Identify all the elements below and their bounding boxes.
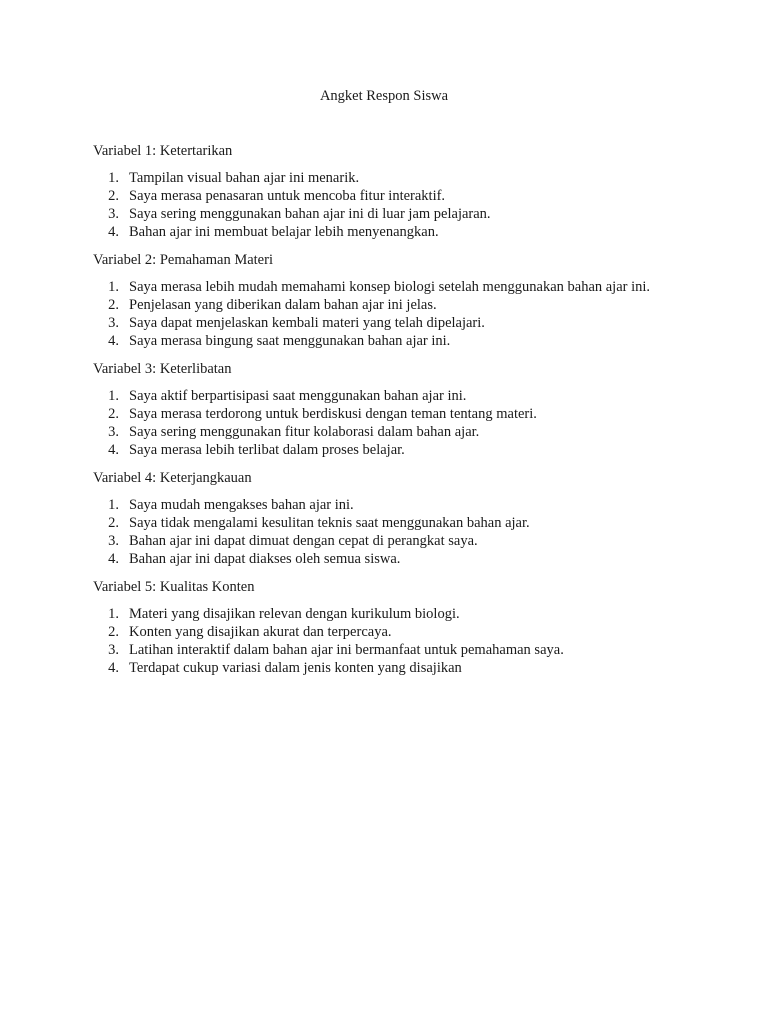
list-item-text: Saya merasa bingung saat menggunakan bahan ajar ini. bbox=[129, 333, 451, 349]
list-item-number: 1. bbox=[108, 388, 119, 404]
section-heading: Variabel 2: Pemahaman Materi bbox=[93, 252, 273, 268]
list-item-text: Bahan ajar ini dapat dimuat dengan cepat di perangkat saya. bbox=[129, 533, 478, 549]
numbered-list bbox=[93, 169, 683, 241]
list-item-text: Konten yang disajikan akurat dan terpercaya. bbox=[129, 624, 392, 640]
list-item-text: Terdapat cukup variasi dalam jenis konten yang disajikan bbox=[129, 660, 462, 676]
section-heading: Variabel 1: Ketertarikan bbox=[93, 143, 233, 159]
list-item bbox=[93, 223, 683, 241]
list-item bbox=[93, 496, 683, 514]
list-item bbox=[93, 278, 683, 296]
list-item-number: 2. bbox=[108, 406, 119, 422]
list-item-number: 1. bbox=[108, 606, 119, 622]
list-item bbox=[93, 641, 683, 659]
section-heading: Variabel 3: Keterlibatan bbox=[93, 361, 232, 377]
list-item-text: Saya aktif berpartisipasi saat menggunakan bahan ajar ini. bbox=[129, 388, 467, 404]
list-item-number: 3. bbox=[108, 533, 119, 549]
list-item-text: Saya dapat menjelaskan kembali materi yang telah dipelajari. bbox=[129, 315, 485, 331]
list-item-number: 4. bbox=[108, 660, 119, 676]
list-item-number: 3. bbox=[108, 642, 119, 658]
numbered-list bbox=[93, 605, 683, 677]
list-item bbox=[93, 532, 683, 550]
list-item-number: 2. bbox=[108, 188, 119, 204]
list-item-text: Saya sering menggunakan fitur kolaborasi dalam bahan ajar. bbox=[129, 424, 480, 440]
list-item bbox=[93, 623, 683, 641]
section-heading: Variabel 5: Kualitas Konten bbox=[93, 579, 255, 595]
list-item bbox=[93, 550, 683, 568]
list-item-number: 1. bbox=[108, 279, 119, 295]
list-item-text: Saya mudah mengakses bahan ajar ini. bbox=[129, 497, 354, 513]
list-item-text: Saya merasa lebih terlibat dalam proses belajar. bbox=[129, 442, 405, 458]
list-item-text: Tampilan visual bahan ajar ini menarik. bbox=[129, 170, 360, 186]
list-item-text: Saya merasa terdorong untuk berdiskusi dengan teman tentang materi. bbox=[129, 406, 537, 422]
list-item-number: 2. bbox=[108, 515, 119, 531]
list-item bbox=[93, 441, 683, 459]
list-item bbox=[93, 605, 683, 623]
list-item-text: Penjelasan yang diberikan dalam bahan ajar ini jelas. bbox=[129, 297, 437, 313]
document-title: Angket Respon Siswa bbox=[319, 88, 449, 104]
list-item-text: Latihan interaktif dalam bahan ajar ini bermanfaat untuk pemahaman saya. bbox=[129, 642, 564, 658]
list-item bbox=[93, 296, 683, 314]
list-item-text: Saya sering menggunakan bahan ajar ini di luar jam pelajaran. bbox=[129, 206, 491, 222]
list-item bbox=[93, 514, 683, 532]
list-item-number: 2. bbox=[108, 624, 119, 640]
list-item-number: 4. bbox=[108, 333, 119, 349]
list-item-text: Saya tidak mengalami kesulitan teknis saat menggunakan bahan ajar. bbox=[129, 515, 530, 531]
list-item-text: Bahan ajar ini membuat belajar lebih menyenangkan. bbox=[129, 224, 439, 240]
list-item bbox=[93, 405, 683, 423]
list-item-text: Saya merasa penasaran untuk mencoba fitur interaktif. bbox=[129, 188, 446, 204]
list-item bbox=[93, 205, 683, 223]
list-item bbox=[93, 387, 683, 405]
section-heading: Variabel 4: Keterjangkauan bbox=[93, 470, 252, 486]
list-item-text: Saya merasa lebih mudah memahami konsep biologi setelah menggunakan bahan ajar ini. bbox=[129, 279, 651, 295]
numbered-list bbox=[93, 278, 683, 350]
list-item-number: 3. bbox=[108, 206, 119, 222]
list-item-text: Materi yang disajikan relevan dengan kurikulum biologi. bbox=[129, 606, 460, 622]
list-item bbox=[93, 187, 683, 205]
list-item bbox=[93, 314, 683, 332]
list-item-number: 1. bbox=[108, 497, 119, 513]
list-item bbox=[93, 659, 683, 677]
list-item-number: 1. bbox=[108, 170, 119, 186]
list-item bbox=[93, 169, 683, 187]
numbered-list bbox=[93, 387, 683, 459]
list-item-number: 4. bbox=[108, 224, 119, 240]
list-item bbox=[93, 332, 683, 350]
numbered-list bbox=[93, 496, 683, 568]
list-item-text: Bahan ajar ini dapat diakses oleh semua siswa. bbox=[129, 551, 401, 567]
document-body bbox=[93, 141, 683, 686]
list-item-number: 4. bbox=[108, 442, 119, 458]
list-item-number: 3. bbox=[108, 424, 119, 440]
list-item-number: 2. bbox=[108, 297, 119, 313]
list-item-number: 3. bbox=[108, 315, 119, 331]
list-item bbox=[93, 423, 683, 441]
list-item-number: 4. bbox=[108, 551, 119, 567]
